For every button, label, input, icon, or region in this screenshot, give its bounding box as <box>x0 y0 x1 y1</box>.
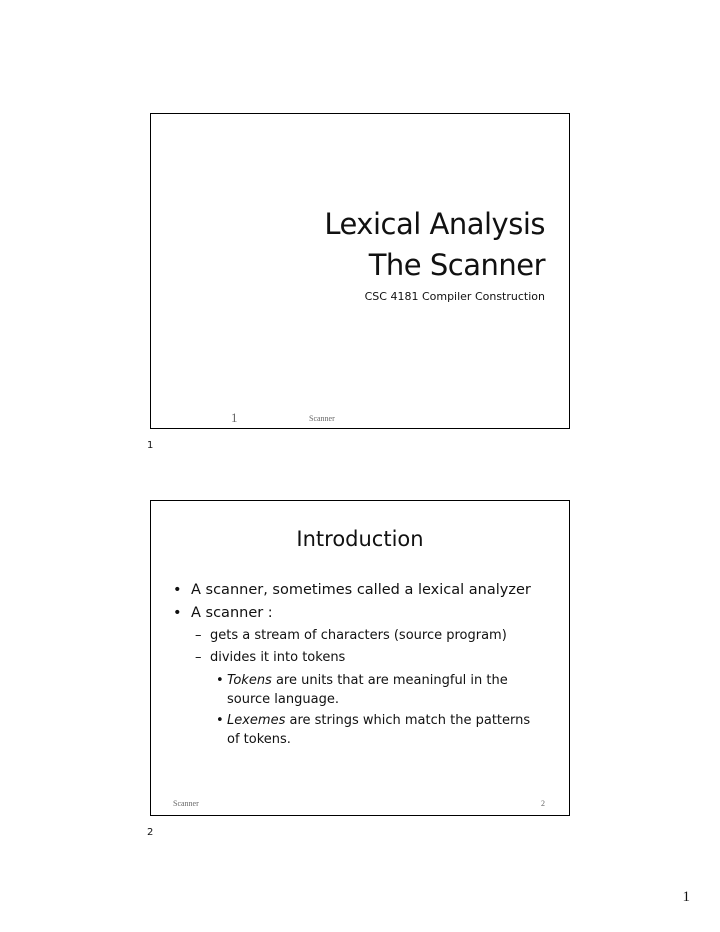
bullet-text: A scanner : <box>191 605 273 621</box>
dash-marker: – <box>195 628 202 643</box>
slide-2-label: 2 <box>147 827 154 838</box>
slide-2-title: Introduction <box>296 527 424 551</box>
bullet-marker: • <box>216 673 224 688</box>
sub-sub-bullet-line-2: of tokens. <box>227 732 291 747</box>
sub-sub-bullet-text: are units that are meaningful in the <box>271 673 508 688</box>
sub-sub-bullet-line <box>227 671 557 690</box>
sub-sub-bullet-item <box>173 671 557 709</box>
sub-bullet-text: divides it into tokens <box>210 650 346 665</box>
sub-sub-bullet-item <box>173 711 557 749</box>
sub-bullet-item <box>173 625 557 647</box>
term-lexemes: Lexemes <box>227 713 286 728</box>
sub-bullet-text: gets a stream of characters (source program) <box>210 628 507 643</box>
bullet-marker: • <box>216 713 224 728</box>
term-tokens: Tokens <box>227 673 272 688</box>
bullet-item <box>173 579 557 602</box>
page-number: 1 <box>682 889 690 905</box>
slide-1-number: 1 <box>231 410 238 425</box>
dash-marker: – <box>195 650 202 665</box>
slide-1-label: 1 <box>147 440 154 451</box>
slide-1-title-block <box>324 204 545 303</box>
slide-1-title-line-2: The Scanner <box>368 248 545 282</box>
bullet-item <box>173 602 557 625</box>
slide-2-bullet-list <box>173 579 557 751</box>
sub-sub-bullet-text: are strings which match the patterns <box>285 713 531 728</box>
slide-2-footer-right: 2 <box>541 799 545 808</box>
slide-1-footer: Scanner <box>309 414 335 423</box>
sub-sub-bullet-line <box>227 711 557 730</box>
slide-1 <box>150 113 570 429</box>
slide-1-subtitle: CSC 4181 Compiler Construction <box>364 290 545 303</box>
bullet-marker: • <box>173 605 182 621</box>
bullet-marker: • <box>173 582 182 598</box>
slide-2 <box>150 500 570 816</box>
sub-bullet-item <box>173 647 557 669</box>
slide-2-footer-left: Scanner <box>173 799 199 808</box>
sub-sub-bullet-line-2: source language. <box>227 692 339 707</box>
bullet-text: A scanner, sometimes called a lexical analyzer <box>191 582 531 598</box>
slide-1-title-line-1: Lexical Analysis <box>324 207 545 241</box>
